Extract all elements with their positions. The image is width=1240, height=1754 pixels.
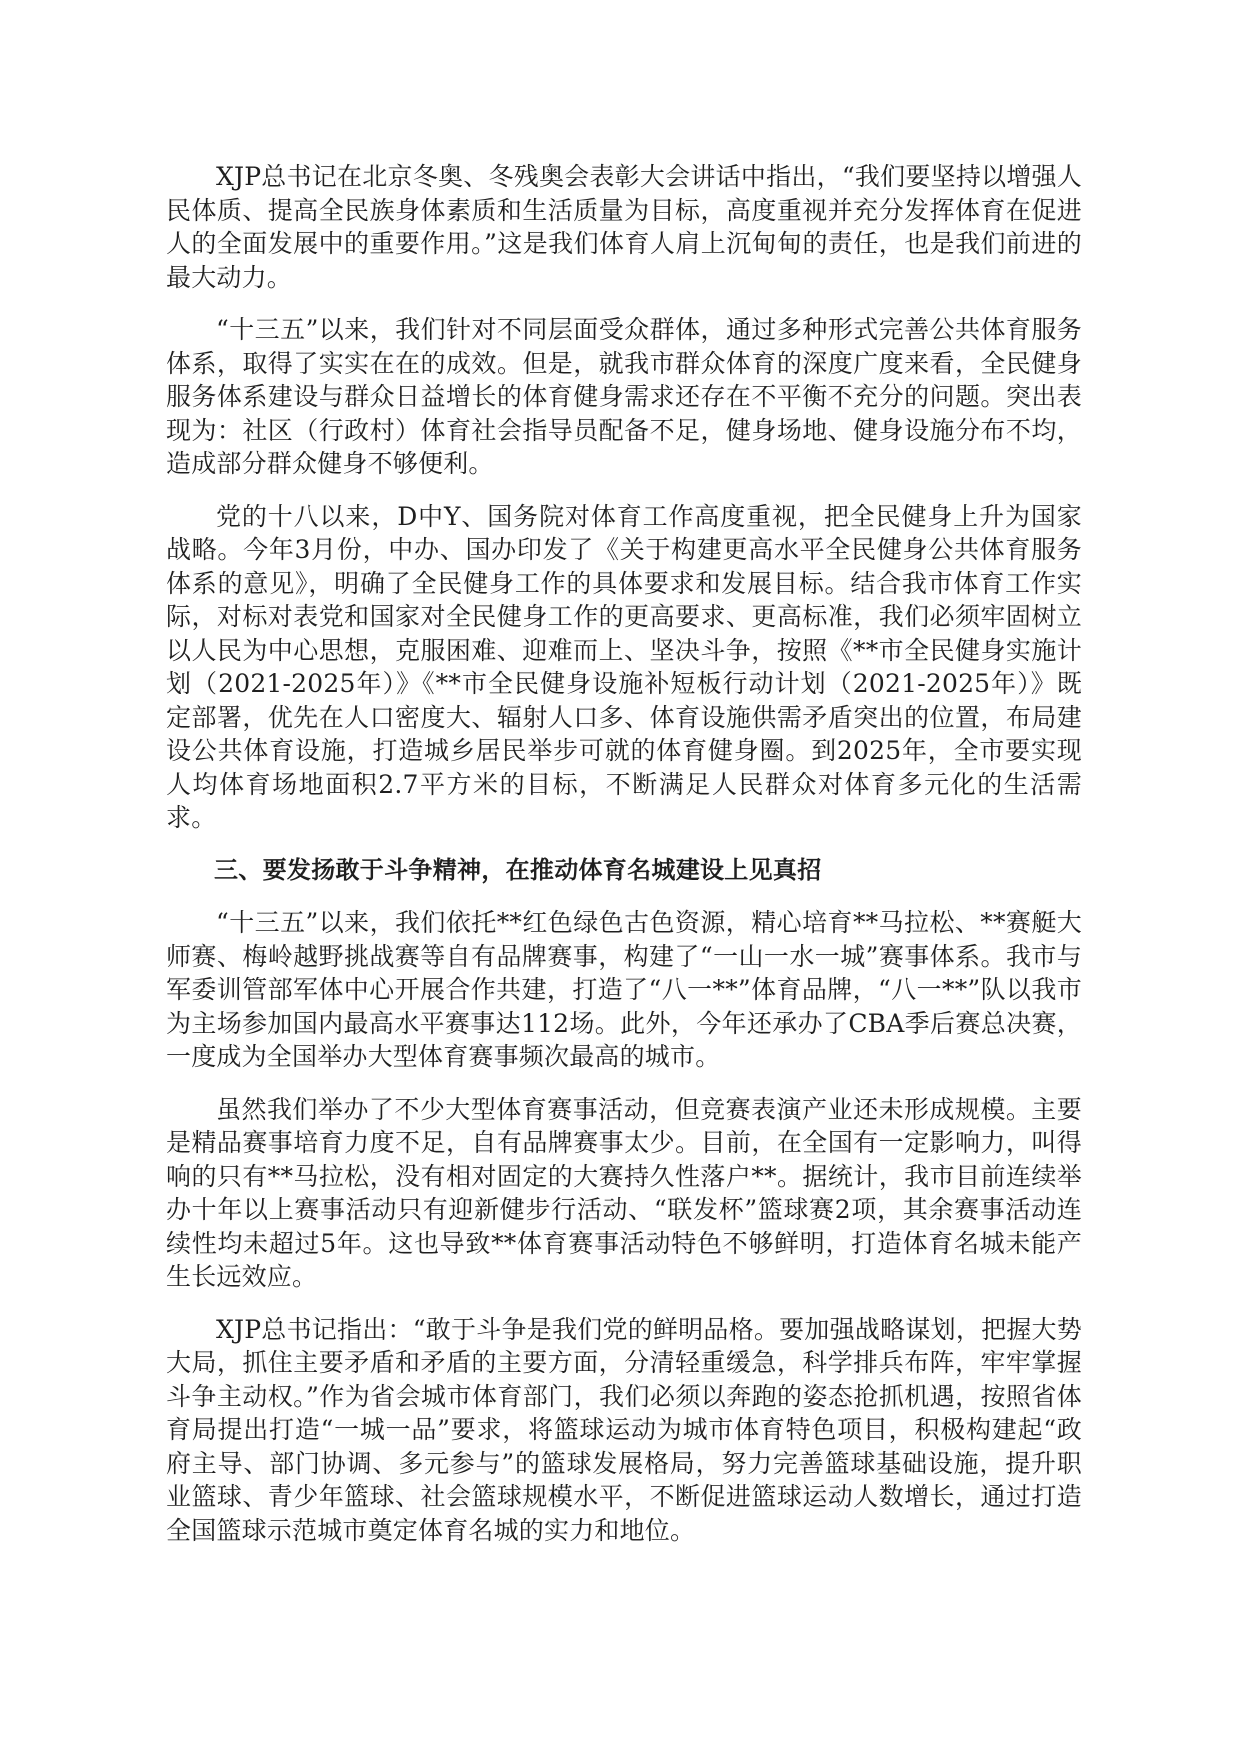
paragraph-event-industry: 虽然我们举办了不少大型体育赛事活动，但竞赛表演产业还未形成规模。主要是精品赛事培育力度不足，自有品牌赛事太少。目前，在全国有一定影响力，叫得响的只有**马拉松，没有相对固定的大赛持久性落户**。据统计，我市目前连续举办十年以上赛事活动只有迎新健步行活动、“联发杯”篮球赛2项，其余赛事活动连续性均未超过5年。这也导致**体育赛事活动特色不够鲜明，打造体育名城未能产生长远效应。: [166, 1094, 1082, 1291]
paragraph-public-service: “十三五”以来，我们针对不同层面受众群体，通过多种形式完善公共体育服务体系，取得了实实在在的成效。但是，就我市群众体育的深度广度来看，全民健身服务体系建设与群众日益增长的体育健身需求还存在不平衡不充分的问题。突出表现为：社区（行政村）体育社会指导员配备不足，健身场地、健身设施分布不均，造成部分群众健身不够便利。: [166, 315, 1082, 478]
paragraph-basketball-city: XJP总书记指出：“敢于斗争是我们党的鲜明品格。要加强战略谋划，把握大势大局，抓住主要矛盾和矛盾的主要方面，分清轻重缓急，科学排兵布阵，牢牢掌握斗争主动权。”作为省会城市体育部门，我们必须以奔跑的姿态抢抓机遇，按照省体育局提出打造“一城一品”要求，将篮球运动为城市体育特色项目，积极构建起“政府主导、部门协调、多元参与”的篮球发展格局，努力完善篮球基础设施，提升职业篮球、青少年篮球、社会篮球规模水平，不断促进篮球运动人数增长，通过打造全国篮球示范城市奠定体育名城的实力和地位。: [166, 1314, 1082, 1545]
paragraph-brand-events: “十三五”以来，我们依托**红色绿色古色资源，精心培育**马拉松、**赛艇大师赛、梅岭越野挑战赛等自有品牌赛事，构建了“一山一水一城”赛事体系。我市与军委训管部军体中心开展合作共建，打造了“八一**”体育品牌，“八一**”队以我市为主场参加国内最高水平赛事达112场。此外，今年还承办了CBA季后赛总决赛，一度成为全国举办大型体育赛事频次最高的城市。: [166, 908, 1082, 1071]
paragraph-national-strategy: 党的十八以来，D中Y、国务院对体育工作高度重视，把全民健身上升为国家战略。今年3月份，中办、国办印发了《关于构建更高水平全民健身公共体育服务体系的意见》，明确了全民健身工作的具体要求和发展目标。结合我市体育工作实际，对标对表党和国家对全民健身工作的更高要求、更高标准，我们必须牢固树立以人民为中心思想，克服困难、迎难而上、坚决斗争，按照《**市全民健身实施计划（2021-2025年）》《**市全民健身设施补短板行动计划（2021-2025年）》既定部署，优先在人口密度大、辐射人口多、体育设施供需矛盾突出的位置，布局建设公共体育设施，打造城乡居民举步可就的体育健身圈。到2025年，全市要实现人均体育场地面积2.7平方米的目标，不断满足人民群众对体育多元化的生活需求。: [166, 501, 1082, 832]
section-heading: 三、要发扬敢于斗争精神，在推动体育名城建设上见真招: [214, 855, 822, 884]
document-page: [166, 160, 1082, 1566]
paragraph-speech-quote: XJP总书记在北京冬奥、冬残奥会表彰大会讲话中指出，“我们要坚持以增强人民体质、提高全民族身体素质和生活质量为目标，高度重视并充分发挥体育在促进人的全面发展中的重要作用。”这是我们体育人肩上沉甸甸的责任，也是我们前进的最大动力。: [166, 162, 1082, 292]
